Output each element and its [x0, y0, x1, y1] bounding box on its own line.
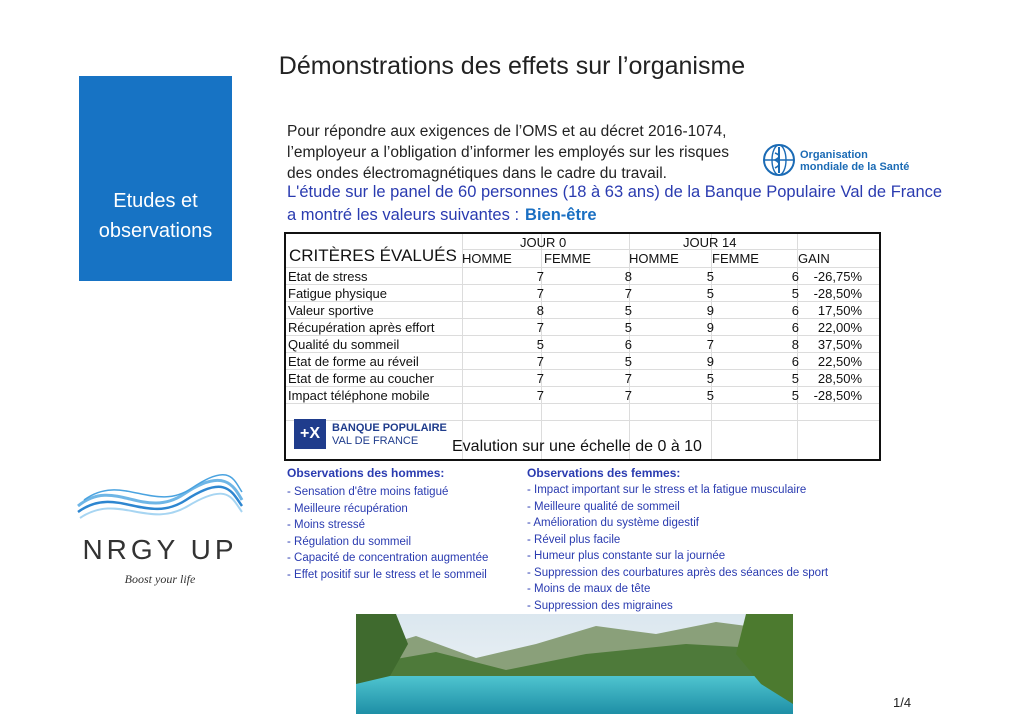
nrgy-up-logo: [74, 466, 246, 596]
col-homme-day0: HOMME: [462, 251, 512, 266]
table-cell-f14: 5: [791, 286, 799, 301]
table-cell-h14: 9: [706, 320, 714, 335]
table-row-label: Qualité du sommeil: [288, 337, 400, 352]
table-cell-h0: 8: [536, 303, 544, 318]
table-cell-gain: -28,50%: [813, 388, 862, 403]
table-cell-h0: 7: [536, 320, 544, 335]
list-item: - Meilleure qualité de sommeil: [527, 500, 680, 513]
table-cell-f0: 7: [624, 371, 632, 386]
intro-paragraph: Pour répondre aux exigences de l’OMS et au décret 2016-1074, l’employeur a l’obligation d’informer les employés sur les risques des ondes électromagnétiques dans le cadre du travail.: [287, 123, 729, 182]
table-cell-f0: 5: [624, 354, 632, 369]
list-item: - Moins de maux de tête: [527, 583, 651, 595]
brand-name: NRGY UP: [82, 534, 238, 565]
table-cell-gain: 22,50%: [817, 354, 862, 369]
list-item: - Effet positif sur le stress et le sommeil: [287, 568, 487, 581]
who-logo: [762, 143, 912, 181]
banque-populaire-logo: [294, 419, 450, 451]
table-cell-gain: -26,75%: [813, 269, 862, 284]
study-line1: L'étude sur le panel de 60 personnes (18 à 63 ans) de la Banque Populaire Val de France: [287, 183, 943, 201]
table-cell-h14: 5: [706, 286, 714, 301]
section-banner: [79, 76, 232, 281]
table-cell-h14: 5: [706, 388, 714, 403]
table-row-label: Valeur sportive: [288, 303, 374, 318]
list-item: - Impact important sur le stress et la fatigue musculaire: [527, 484, 807, 496]
list-item: - Sensation d'être moins fatigué: [287, 486, 449, 498]
table-cell-h0: 7: [536, 286, 544, 301]
table-row-label: Etat de forme au réveil: [288, 354, 419, 369]
list-item: - Capacité de concentration augmentée: [287, 552, 489, 564]
table-cell-f14: 6: [791, 354, 799, 369]
obs-hommes-list: [287, 484, 488, 583]
table-row-label: Etat de stress: [288, 269, 368, 284]
bp-logo-line2: VAL DE FRANCE: [332, 435, 419, 447]
table-cell-f14: 8: [791, 337, 799, 352]
table-cell-h0: 5: [536, 337, 544, 352]
col-gain: GAIN: [798, 251, 830, 266]
study-highlight: Bien-être: [525, 206, 597, 224]
table-cell-f14: 6: [791, 320, 799, 335]
list-item: - Humeur plus constante sur la journée: [527, 550, 726, 562]
table-cell-f0: 5: [624, 303, 632, 318]
table-cell-f0: 7: [624, 286, 632, 301]
table-cell-h14: 9: [706, 303, 714, 318]
page-title: Démonstrations des effets sur l’organisme: [278, 52, 746, 80]
day14-header: JOUR 14: [683, 235, 737, 250]
list-item: - Meilleure récupération: [287, 502, 408, 515]
table-cell-h14: 5: [706, 269, 714, 284]
results-table: [284, 232, 881, 461]
table-row-label: Impact téléphone mobile: [288, 388, 430, 403]
brand-tagline: Boost your life: [124, 572, 196, 586]
obs-femmes-title: Observations des femmes:: [527, 466, 681, 480]
study-line2: [287, 206, 597, 225]
table-cell-f0: 7: [624, 388, 632, 403]
table-cell-gain: -28,50%: [813, 286, 862, 301]
col-femme-day0: FEMME: [544, 251, 591, 266]
list-item: - Suppression des courbatures après des séances de sport: [527, 566, 829, 579]
table-cell-h14: 7: [706, 337, 714, 352]
scale-note: Evalution sur une échelle de 0 à 10: [452, 438, 702, 455]
section-banner-line2: observations: [98, 220, 213, 242]
table-cell-f0: 8: [624, 269, 632, 284]
table-cell-f0: 6: [624, 337, 632, 352]
table-cell-gain: 28,50%: [817, 371, 862, 386]
list-item: - Suppression des migraines: [527, 599, 673, 612]
table-cell-f14: 5: [791, 388, 799, 403]
table-cell-gain: 17,50%: [817, 303, 862, 318]
list-item: - Amélioration du système digestif: [527, 517, 699, 529]
list-item: - Réveil plus facile: [527, 533, 621, 546]
wave-icon: [74, 466, 246, 532]
list-item: - Régulation du sommeil: [287, 535, 412, 548]
obs-femmes-list: [527, 482, 828, 614]
table-cell-h14: 5: [706, 371, 714, 386]
day0-header: JOUR 0: [520, 235, 567, 250]
section-banner-line1: Etudes et: [113, 190, 198, 212]
table-cell-gain: 37,50%: [817, 337, 862, 352]
table-cell-h0: 7: [536, 269, 544, 284]
table-cell-h0: 7: [536, 388, 544, 403]
table-cell-f0: 5: [624, 320, 632, 335]
study-line2-text: a montré les valeurs suivantes :: [287, 206, 520, 224]
col-femme-day14: FEMME: [712, 251, 759, 266]
table-row-label: Etat de forme au coucher: [288, 371, 434, 386]
who-logo-line2: mondiale de la Santé: [800, 161, 910, 173]
page-number: 1/4: [893, 695, 912, 710]
bp-logo-line1: BANQUE POPULAIRE: [332, 422, 447, 434]
who-logo-line1: Organisation: [800, 149, 868, 161]
table-cell-f14: 5: [791, 371, 799, 386]
table-cell-f14: 6: [791, 269, 799, 284]
table-cell-gain: 22,00%: [817, 320, 862, 335]
bp-badge-icon: +X: [294, 419, 326, 449]
lake-landscape-image: [356, 614, 793, 714]
table-row-label: Récupération après effort: [288, 320, 435, 335]
criteria-header: CRITÈRES ÉVALUÉS: [289, 246, 457, 265]
table-cell-h0: 7: [536, 371, 544, 386]
who-globe-icon: [762, 143, 796, 177]
obs-hommes-title: Observations des hommes:: [287, 466, 445, 480]
table-row-label: Fatigue physique: [288, 286, 388, 301]
table-cell-h0: 7: [536, 354, 544, 369]
table-cell-f14: 6: [791, 303, 799, 318]
col-homme-day14: HOMME: [629, 251, 679, 266]
list-item: - Moins stressé: [287, 519, 365, 531]
table-cell-h14: 9: [706, 354, 714, 369]
